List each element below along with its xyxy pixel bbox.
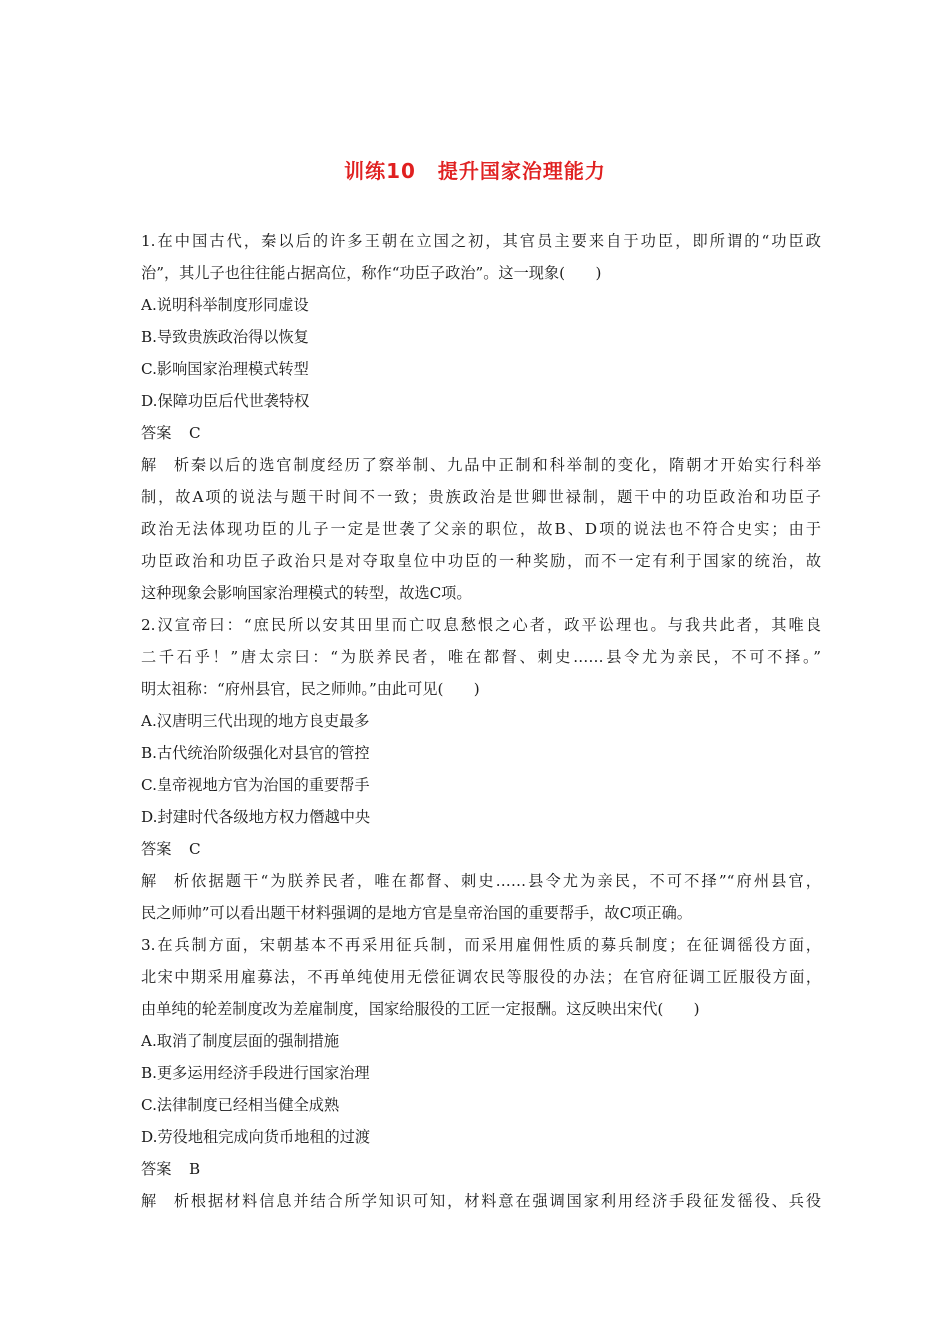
- question-2-analysis-line-1: [141, 865, 821, 897]
- question-1-analysis-line-1: [141, 449, 821, 481]
- answer-label: 答案: [141, 1160, 172, 1178]
- question-1-analysis-line-5: 这种现象会影响国家治理模式的转型，故选C项。: [141, 584, 472, 602]
- question-2-answer: [141, 833, 821, 865]
- question-2-option-b: B.古代统治阶级强化对县官的管控: [141, 744, 370, 762]
- question-3-stem-line-3: 由单纯的轮差制度改为差雇制度，国家给服役的工匠一定报酬。这反映出宋代( ): [141, 1000, 700, 1018]
- page-title: [0, 156, 950, 186]
- title-prefix: 训练10: [344, 159, 416, 183]
- answer-label: 答案: [141, 424, 172, 442]
- question-2-stem-line-2: 二千石乎！”唐太宗曰：“为朕养民者，唯在都督、刺史……县令尤为亲民，不可不择。”: [141, 648, 821, 666]
- question-3-option-a: A.取消了制度层面的强制措施: [141, 1032, 340, 1050]
- analysis-text: 依据题干“为朕养民者，唯在都督、刺史……县令尤为亲民，不可不择”“府州县官，: [189, 872, 821, 890]
- question-3-option-c: C.法律制度已经相当健全成熟: [141, 1096, 340, 1114]
- answer-label: 答案: [141, 840, 172, 858]
- question-3-analysis-line-1: [141, 1185, 821, 1217]
- document-body: [141, 225, 821, 1217]
- question-1-option-b: B.导致贵族政治得以恢复: [141, 328, 309, 346]
- answer-value: C: [189, 840, 201, 858]
- question-3-answer: [141, 1153, 821, 1185]
- question-2-option-a: A.汉唐明三代出现的地方良吏最多: [141, 712, 370, 730]
- question-2-analysis-line-2: 民之师帅”可以看出题干材料强调的是地方官是皇帝治国的重要帮手，故C项正确。: [141, 904, 692, 922]
- question-1: [141, 225, 821, 609]
- analysis-text: 秦以后的选官制度经历了察举制、九品中正制和科举制的变化，隋朝才开始实行科举: [189, 456, 821, 474]
- question-1-analysis-line-4: 功臣政治和功臣子政治只是对夺取皇位中功臣的一种奖励，而不一定有利于国家的统治，故: [141, 552, 821, 570]
- question-1-stem-line-1: 1.在中国古代，秦以后的许多王朝在立国之初，其官员主要来自于功臣，即所谓的“功臣政: [141, 232, 821, 250]
- question-3-option-b: B.更多运用经济手段进行国家治理: [141, 1064, 370, 1082]
- question-2-option-d: D.封建时代各级地方权力僭越中央: [141, 808, 371, 826]
- question-3-option-d: D.劳役地租完成向货币地租的过渡: [141, 1128, 371, 1146]
- question-2-option-c: C.皇帝视地方官为治国的重要帮手: [141, 776, 370, 794]
- analysis-label: 解析: [141, 456, 189, 474]
- question-1-answer: [141, 417, 821, 449]
- question-1-option-c: C.影响国家治理模式转型: [141, 360, 309, 378]
- question-3: [141, 929, 821, 1217]
- analysis-label: 解析: [141, 1192, 189, 1210]
- question-2-stem-line-3: 明太祖称：“府州县官，民之师帅。”由此可见( ): [141, 680, 480, 698]
- answer-value: B: [189, 1160, 201, 1178]
- question-1-analysis-line-3: 政治无法体现功臣的儿子一定是世袭了父亲的职位，故B、D项的说法也不符合史实；由于: [141, 520, 821, 538]
- question-2-stem-line-1: 2.汉宣帝曰：“庶民所以安其田里而亡叹息愁恨之心者，政平讼理也。与我共此者，其唯良: [141, 616, 821, 634]
- question-1-analysis-line-2: 制，故A项的说法与题干时间不一致；贵族政治是世卿世禄制，题干中的功臣政治和功臣子: [141, 488, 821, 506]
- analysis-text: 根据材料信息并结合所学知识可知，材料意在强调国家利用经济手段征发徭役、兵役: [189, 1192, 821, 1210]
- answer-value: C: [189, 424, 201, 442]
- question-3-stem-line-1: 3.在兵制方面，宋朝基本不再采用征兵制，而采用雇佣性质的募兵制度；在征调徭役方面，: [141, 936, 821, 954]
- question-1-option-a: A.说明科举制度形同虚设: [141, 296, 309, 314]
- question-2: [141, 609, 821, 929]
- analysis-label: 解析: [141, 872, 189, 890]
- question-3-stem-line-2: 北宋中期采用雇募法，不再单纯使用无偿征调农民等服役的办法；在官府征调工匠服役方面，: [141, 968, 821, 986]
- question-1-option-d: D.保障功臣后代世袭特权: [141, 392, 310, 410]
- question-1-stem-line-2: 治”，其儿子也往往能占据高位，称作“功臣子政治”。这一现象( ): [141, 264, 602, 282]
- title-main: 提升国家治理能力: [437, 159, 606, 183]
